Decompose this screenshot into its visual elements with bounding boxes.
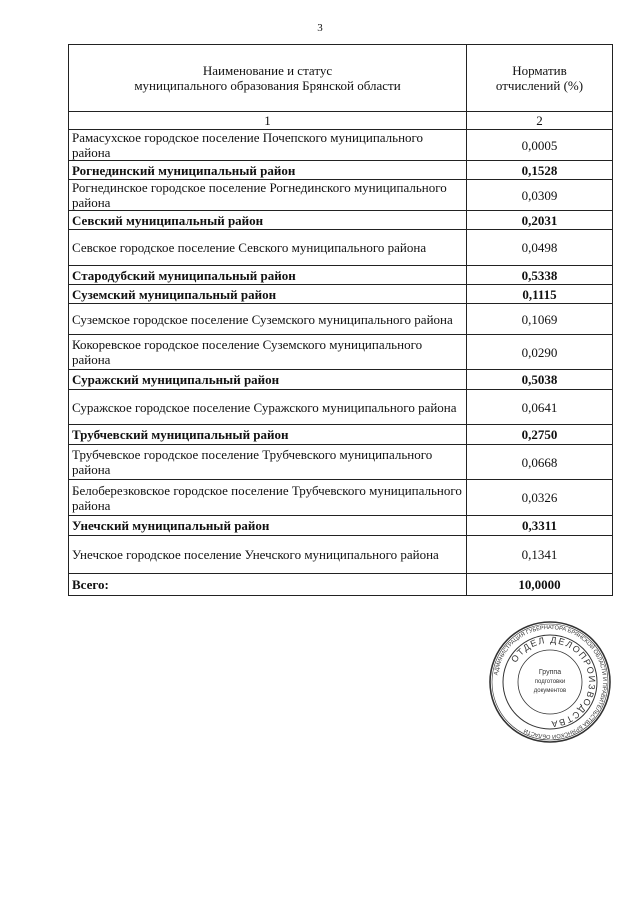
table-row xyxy=(69,516,613,536)
municipality-name: Белоберезковское городское поселение Трубчевского муниципального района xyxy=(69,480,467,516)
table-row xyxy=(69,130,613,161)
stamp-center-line: подготовки xyxy=(534,679,566,685)
table-row xyxy=(69,425,613,445)
deduction-norm: 0,0005 xyxy=(467,130,613,161)
table-row xyxy=(69,370,613,390)
municipality-name: Суземское городское поселение Суземского муниципального района xyxy=(69,304,467,335)
deduction-norm: 0,5038 xyxy=(467,370,613,390)
page-number: 3 xyxy=(317,22,323,34)
table-row xyxy=(69,335,613,370)
table-row xyxy=(69,161,613,180)
municipality-name: Трубчевское городское поселение Трубчевского муниципального района xyxy=(69,445,467,480)
stamp-outer-text: АДМИНИСТРАЦИЯ ГУБЕРНАТОРА БРЯНСКОЙ ОБЛАСТИ И ПРАВИТЕЛЬСТВА БРЯНСКОЙ ОБЛАСТИ xyxy=(493,624,608,740)
table-row xyxy=(69,480,613,516)
municipality-name: Трубчевский муниципальный район xyxy=(69,425,467,445)
table-row xyxy=(69,390,613,425)
municipality-name: Севское городское поселение Севского муниципального района xyxy=(69,230,467,266)
table-row xyxy=(69,180,613,211)
table-header-row xyxy=(69,45,613,112)
deduction-norm: 0,0498 xyxy=(467,230,613,266)
deduction-norm: 0,0290 xyxy=(467,335,613,370)
table-row xyxy=(69,230,613,266)
column-number-row xyxy=(69,112,613,130)
table-row xyxy=(69,266,613,285)
municipality-name: Рогнединский муниципальный район xyxy=(69,161,467,180)
header-value-column: Норматив отчислений (%) xyxy=(467,45,613,112)
column-number: 1 xyxy=(69,112,467,130)
table-row xyxy=(69,304,613,335)
table-row xyxy=(69,211,613,230)
deduction-norm: 0,1069 xyxy=(467,304,613,335)
municipality-name: Суземский муниципальный район xyxy=(69,285,467,304)
deduction-norm: 0,1341 xyxy=(467,536,613,574)
municipality-name: Кокоревское городское поселение Суземского муниципального района xyxy=(69,335,467,370)
stamp-inner-text: ОТДЕЛ ДЕЛОПРОИЗВОДСТВА xyxy=(509,634,598,730)
deduction-norm: 0,1528 xyxy=(467,161,613,180)
deduction-norm: 0,3311 xyxy=(467,516,613,536)
municipality-name: Всего: xyxy=(69,574,467,596)
deduction-norm: 0,5338 xyxy=(467,266,613,285)
deduction-norm: 10,0000 xyxy=(467,574,613,596)
municipality-name: Унечское городское поселение Унечского муниципального района xyxy=(69,536,467,574)
stamp-center-line: документов xyxy=(533,688,567,694)
deduction-norm: 0,2031 xyxy=(467,211,613,230)
norms-table xyxy=(68,44,613,596)
table-body xyxy=(69,130,613,596)
municipality-name: Севский муниципальный район xyxy=(69,211,467,230)
deduction-norm: 0,0641 xyxy=(467,390,613,425)
stamp-center-line: Группа xyxy=(538,669,562,676)
table-row xyxy=(69,574,613,596)
header-name-column: Наименование и статус муниципального образования Брянской области xyxy=(69,45,467,112)
deduction-norm: 0,0326 xyxy=(467,480,613,516)
deduction-norm: 0,2750 xyxy=(467,425,613,445)
deduction-norm: 0,0309 xyxy=(467,180,613,211)
municipality-name: Суражское городское поселение Суражского муниципального района xyxy=(69,390,467,425)
column-number: 2 xyxy=(467,112,613,130)
table-row xyxy=(69,536,613,574)
municipality-name: Суражский муниципальный район xyxy=(69,370,467,390)
municipality-name: Унечский муниципальный район xyxy=(69,516,467,536)
deduction-norm: 0,0668 xyxy=(467,445,613,480)
official-stamp xyxy=(488,620,612,744)
table-row xyxy=(69,445,613,480)
municipality-name: Стародубский муниципальный район xyxy=(69,266,467,285)
municipality-name: Рамасухское городское поселение Почепского муниципального района xyxy=(69,130,467,161)
deduction-norm: 0,1115 xyxy=(467,285,613,304)
table-row xyxy=(69,285,613,304)
municipality-name: Рогнединское городское поселение Рогнединского муниципального района xyxy=(69,180,467,211)
